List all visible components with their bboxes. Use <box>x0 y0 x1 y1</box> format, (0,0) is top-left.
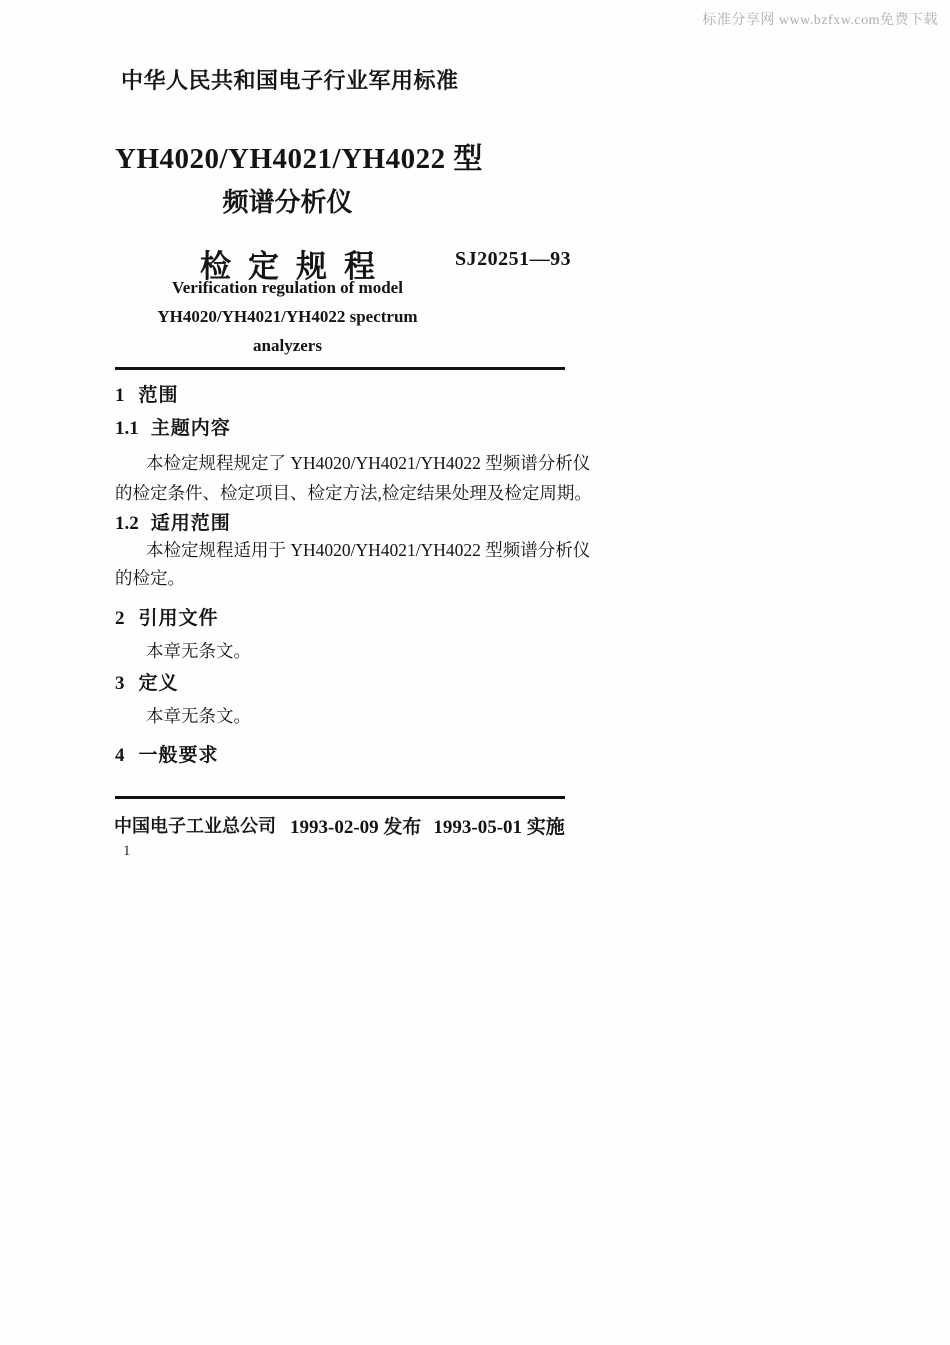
standard-number: SJ20251—93 <box>455 248 572 270</box>
standard-class-header: 中华人民共和国电子行业军用标准 <box>121 68 459 93</box>
section-3-number: 3 <box>115 673 125 694</box>
subsection-1-1-number: 1.1 <box>115 418 139 439</box>
title-doc-type: 检定规程 <box>200 249 392 284</box>
section-1-number: 1 <box>115 385 125 406</box>
page-number: 1 <box>123 843 131 859</box>
watermark-text: 标准分享网 www.bzfxw.com免费下载 <box>702 13 938 28</box>
section-4-heading <box>115 746 219 765</box>
bottom-divider-rule <box>115 796 565 799</box>
top-divider-rule <box>115 367 565 370</box>
footer-issue-date: 1993-02-09 发布 <box>290 817 422 838</box>
section-3-body: 本章无条文。 <box>146 706 251 726</box>
subsection-1-2-title: 适用范围 <box>150 513 231 534</box>
paragraph-1-line-2: 的检定条件、检定项目、检定方法,检定结果处理及检定周期。 <box>115 483 592 503</box>
paragraph-1-line-1: 本检定规程规定了 YH4020/YH4021/YH4022 型频谱分析仪 <box>146 453 591 473</box>
english-title-line-1: Verification regulation of model <box>172 278 403 297</box>
section-1-title: 范围 <box>138 385 179 406</box>
paragraph-2-line-2: 的检定。 <box>115 568 185 588</box>
section-3-title: 定义 <box>138 673 179 694</box>
subsection-1-1-title: 主题内容 <box>150 418 231 439</box>
footer-issuer: 中国电子工业总公司 <box>114 816 276 836</box>
paragraph-2-line-1: 本检定规程适用于 YH4020/YH4021/YH4022 型频谱分析仪 <box>146 540 591 560</box>
section-4-title: 一般要求 <box>138 745 219 766</box>
english-title-line-2: YH4020/YH4021/YH4022 spectrum <box>157 307 418 326</box>
subsection-1-1-heading <box>115 419 231 438</box>
footer-dates <box>290 812 565 839</box>
english-title-line-3: analyzers <box>253 336 322 355</box>
footer-implement-date: 1993-05-01 实施 <box>433 817 565 838</box>
section-1-heading <box>115 386 179 405</box>
section-2-heading <box>115 609 219 628</box>
title-model-line: YH4020/YH4021/YH4022 型 <box>115 143 483 175</box>
title-block <box>115 136 483 286</box>
english-title-block <box>115 273 460 360</box>
section-3-heading <box>115 674 179 693</box>
section-2-number: 2 <box>115 608 125 629</box>
section-4-number: 4 <box>115 745 125 766</box>
subsection-1-2-heading <box>115 514 231 533</box>
subsection-1-2-number: 1.2 <box>115 513 139 534</box>
section-2-body: 本章无条文。 <box>146 641 251 661</box>
section-2-title: 引用文件 <box>138 608 219 629</box>
title-product-line: 频谱分析仪 <box>222 187 353 217</box>
